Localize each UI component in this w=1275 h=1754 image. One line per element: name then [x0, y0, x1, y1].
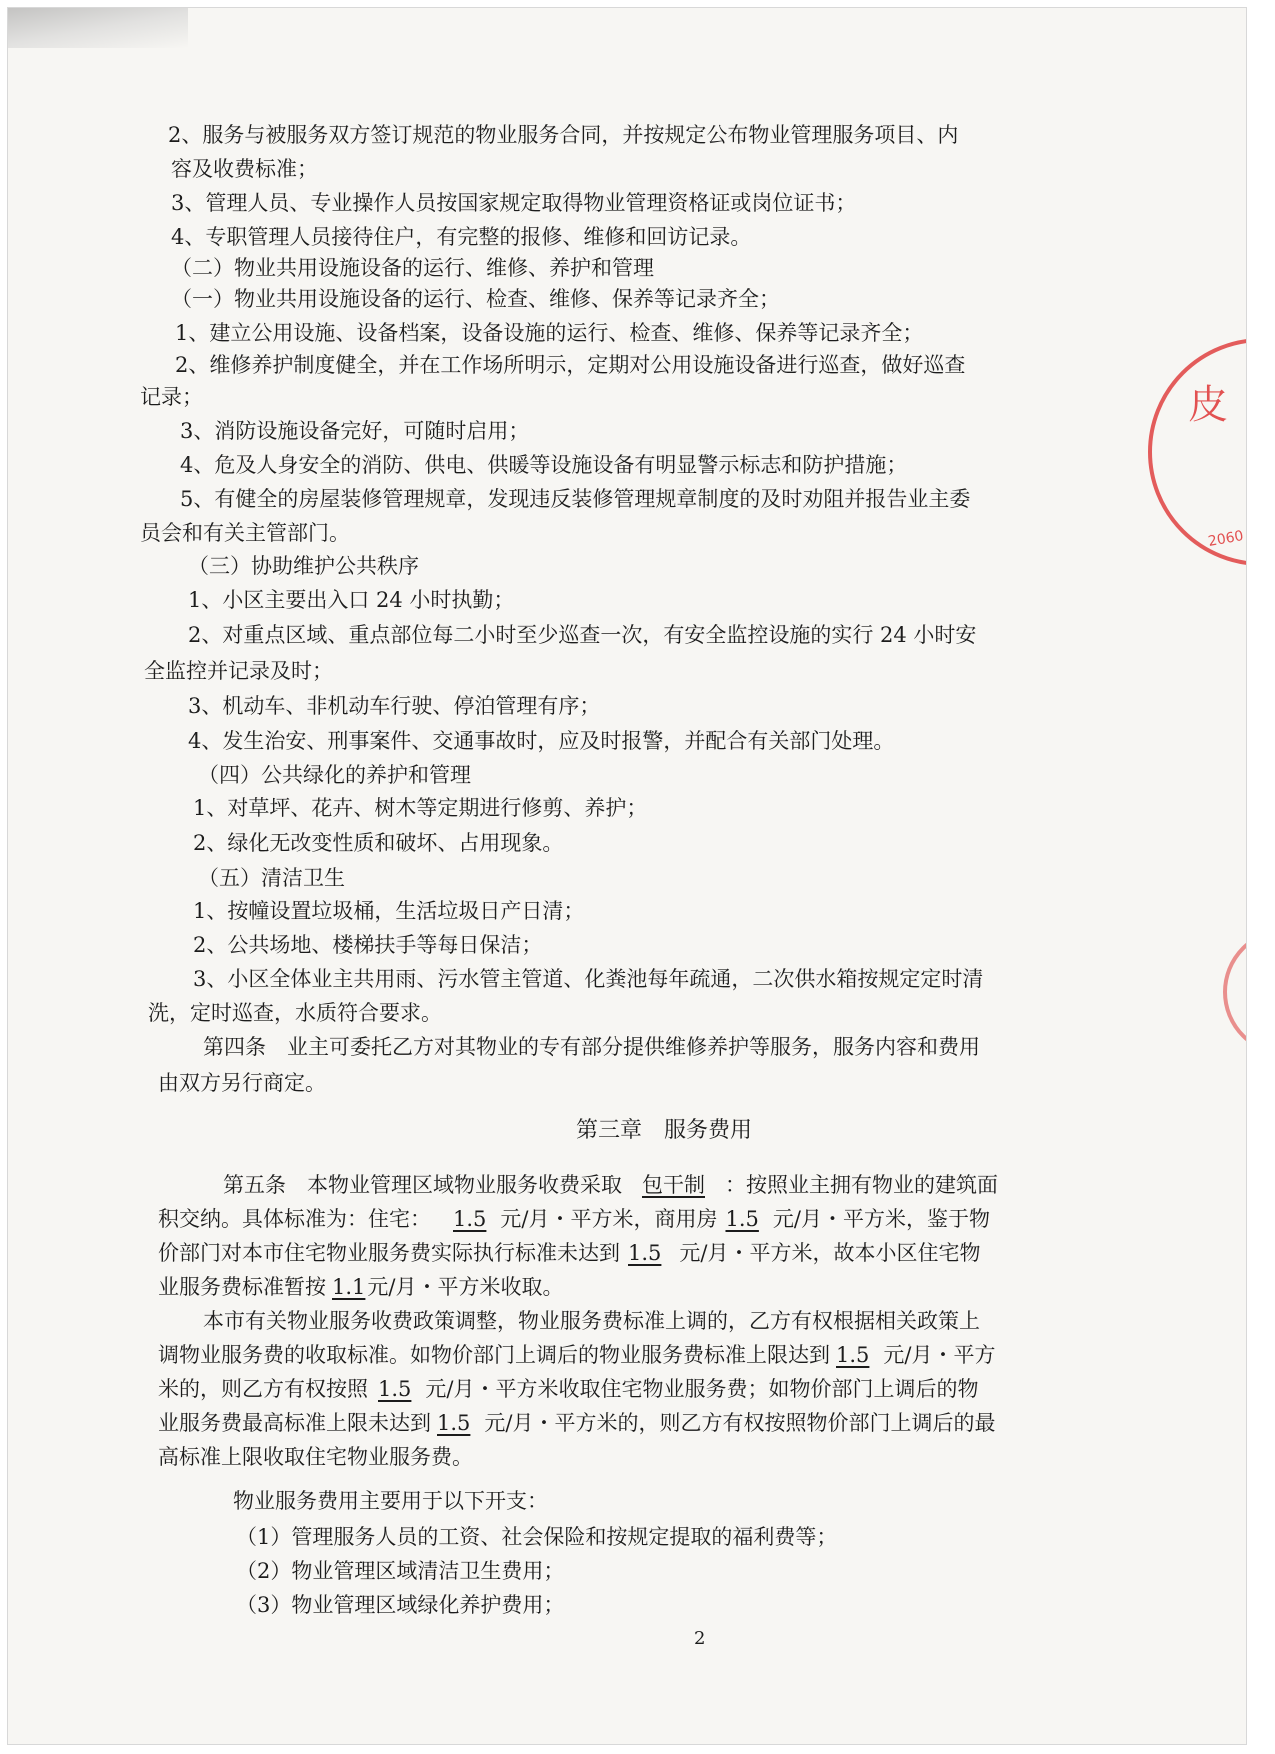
- section-heading: （四）公共绿化的养护和管理: [198, 763, 471, 787]
- text-line: 洗，定时巡查，水质符合要求。: [148, 1001, 442, 1025]
- text-line: 3、小区全体业主共用雨、污水管主管道、化粪池每年疏通，二次供水箱按规定定时清: [193, 967, 984, 991]
- cap-rate: 1.5: [836, 1343, 870, 1367]
- fee-line: 本市有关物业服务收费政策调整，物业服务费标准上调的，乙方有权根据相关政策上: [203, 1309, 980, 1333]
- section-heading: （二）物业共用设施设备的运行、维修、养护和管理: [171, 256, 654, 280]
- max-rate: 1.5: [437, 1411, 471, 1435]
- text-line: （一）物业共用设施设备的运行、检查、维修、保养等记录齐全；: [171, 287, 780, 311]
- fee-line: 物业服务费用主要用于以下开支：: [233, 1489, 548, 1513]
- fee-line: 米的，则乙方有权按照 1.5 元/月・平方米收取住宅物业服务费；如物价部门上调后的物: [158, 1377, 979, 1401]
- section-heading: （三）协助维护公共秩序: [188, 554, 419, 578]
- text-line: 4、专职管理人员接待住户，有完整的报修、维修和回访记录。: [171, 225, 752, 249]
- actual-rate: 1.5: [628, 1241, 662, 1265]
- text-line: 3、机动车、非机动车行驶、停泊管理有序；: [188, 694, 601, 718]
- text-line: 员会和有关主管部门。: [140, 521, 350, 545]
- expense-item: （1）管理服务人员的工资、社会保险和按规定提取的福利费等；: [236, 1525, 838, 1549]
- document-page: [8, 8, 1246, 1744]
- fee-line: 积交纳。具体标准为：住宅： 1.5 元/月・平方米，商用房 1.5 元/月・平方米，鉴于物: [158, 1207, 990, 1231]
- article-five-line: 第五条 本物业管理区域物业服务收费采取 包干制 ：按照业主拥有物业的建筑面: [223, 1173, 998, 1197]
- fee-line: 高标准上限收取住宅物业服务费。: [158, 1445, 473, 1469]
- text-line: 2、公共场地、楼梯扶手等每日保洁；: [193, 933, 543, 957]
- residential-rate: 1.5: [453, 1207, 487, 1231]
- text-line: 2、服务与被服务双方签订规范的物业服务合同，并按规定公布物业管理服务项目、内: [168, 123, 959, 147]
- fee-line: 业服务费最高标准上限未达到 1.5 元/月・平方米的，则乙方有权按照物价部门上调后的最: [158, 1411, 996, 1435]
- text-line: 4、发生治安、刑事案件、交通事故时，应及时报警，并配合有关部门处理。: [188, 729, 895, 753]
- text-line: 3、管理人员、专业操作人员按国家规定取得物业管理资格证或岗位证书；: [171, 191, 857, 215]
- text-line: 容及收费标准；: [171, 157, 318, 181]
- expense-item: （2）物业管理区域清洁卫生费用；: [236, 1559, 565, 1583]
- temp-rate: 1.1: [332, 1275, 366, 1299]
- red-seal-stamp-2: [1223, 928, 1246, 1056]
- text-line: 全监控并记录及时；: [144, 659, 333, 683]
- fee-method: 包干制: [642, 1173, 705, 1197]
- text-line: 2、对重点区域、重点部位每二小时至少巡查一次，有安全监控设施的实行 24 小时安: [188, 623, 977, 647]
- charge-rate: 1.5: [378, 1377, 412, 1401]
- text-line: 1、对草坪、花卉、树木等定期进行修剪、养护；: [193, 796, 648, 820]
- page-fold-shadow: [8, 8, 188, 48]
- text-line: 1、小区主要出入口 24 小时执勤；: [188, 588, 515, 612]
- article-four: 第四条 业主可委托乙方对其物业的专有部分提供维修养护等服务，服务内容和费用: [203, 1035, 980, 1059]
- text-line: 1、按幢设置垃圾桶，生活垃圾日产日清；: [193, 899, 585, 923]
- red-seal-char: 皮: [1188, 382, 1228, 428]
- red-seal-digits: 2060: [1206, 528, 1245, 550]
- fee-line: 业服务费标准暂按 1.1元/月・平方米收取。: [158, 1275, 564, 1299]
- text-line: 1、建立公用设施、设备档案，设备设施的运行、检查、维修、保养等记录齐全；: [175, 321, 924, 345]
- text-line: 5、有健全的房屋装修管理规章，发现违反装修管理规章制度的及时劝阻并报告业主委: [180, 487, 971, 511]
- text-line: 2、维修养护制度健全，并在工作场所明示，定期对公用设施设备进行巡查，做好巡查: [175, 353, 966, 377]
- fee-line: 调物业服务费的收取标准。如物价部门上调后的物业服务费标准上限达到 1.5 元/月・平方: [158, 1343, 996, 1367]
- section-heading: （五）清洁卫生: [198, 866, 345, 890]
- commercial-rate: 1.5: [725, 1207, 759, 1231]
- page-number: 2: [694, 1628, 706, 1649]
- expense-item: （3）物业管理区域绿化养护费用；: [236, 1593, 565, 1617]
- fee-line: 价部门对本市住宅物业服务费实际执行标准未达到 1.5 元/月・平方米，故本小区住宅物: [158, 1241, 981, 1265]
- text-line: 4、危及人身安全的消防、供电、供暖等设施设备有明显警示标志和防护措施；: [180, 453, 908, 477]
- text-line: 由双方另行商定。: [158, 1071, 326, 1095]
- chapter-title: 第三章 服务费用: [576, 1118, 753, 1143]
- text-line: 记录；: [140, 385, 203, 409]
- text-line: 2、绿化无改变性质和破坏、占用现象。: [193, 831, 564, 855]
- text-line: 3、消防设施设备完好，可随时启用；: [180, 419, 530, 443]
